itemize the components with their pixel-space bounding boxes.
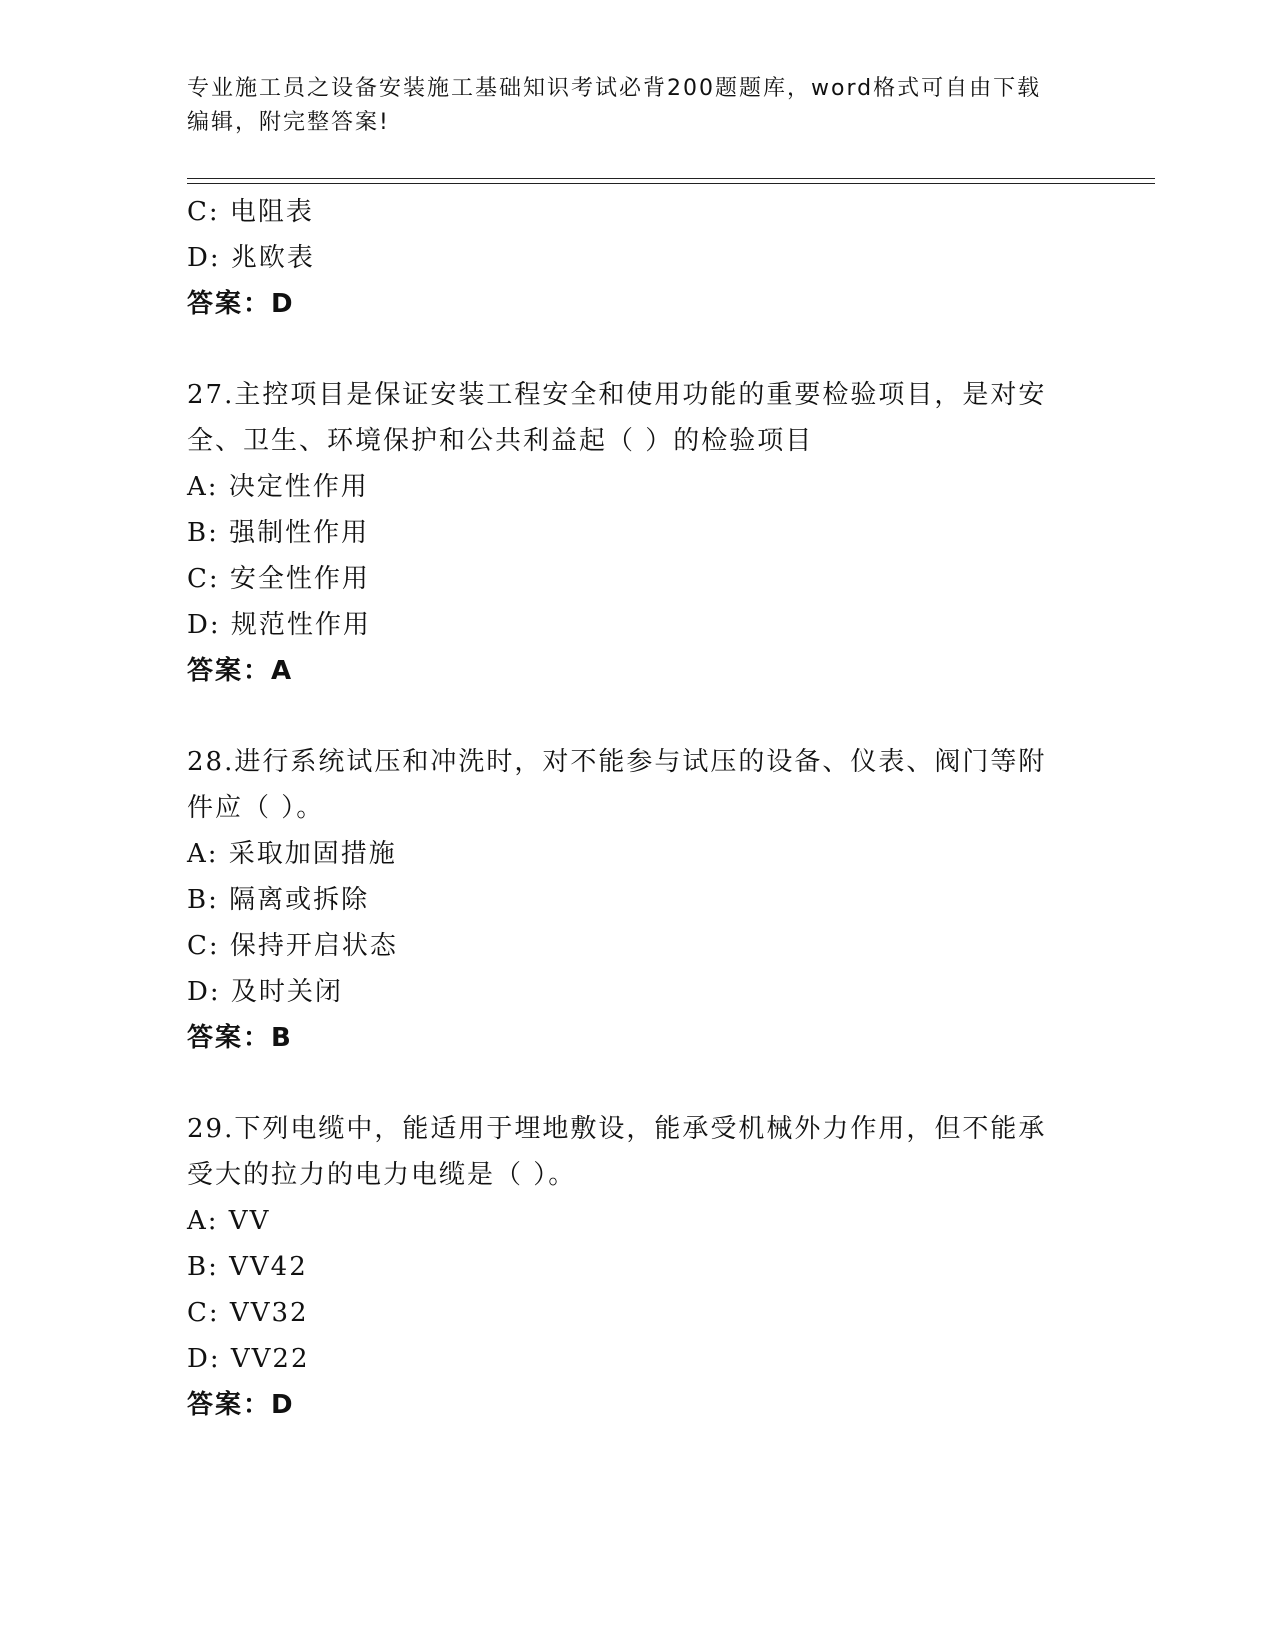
option-b: B: 隔离或拆除	[187, 885, 370, 915]
document-header	[187, 72, 1087, 140]
option-d: D: VV22	[187, 1344, 310, 1374]
answer-line: 答案：A	[187, 656, 294, 686]
answer-line: 答案：D	[187, 1390, 295, 1420]
header-line-2: 编辑，附完整答案!	[187, 110, 390, 135]
header-line-1: 专业施工员之设备安装施工基础知识考试必背200题题库，word格式可自由下载	[187, 76, 1042, 101]
option-d: D: 及时关闭	[187, 977, 343, 1007]
header-rule-top	[187, 178, 1155, 179]
option-a: A: VV	[187, 1206, 271, 1236]
answer-line: 答案：B	[187, 1023, 293, 1053]
question-27	[187, 372, 1087, 694]
option-a: A: 决定性作用	[187, 472, 369, 502]
spacer	[187, 327, 1087, 372]
option-b: B: VV42	[187, 1252, 308, 1282]
option-c: C: VV32	[187, 1298, 309, 1328]
option-b: B: 强制性作用	[187, 518, 370, 548]
question-text-line-2: 件应（ ）。	[187, 793, 325, 823]
document-body	[187, 189, 1087, 1428]
question-29	[187, 1106, 1087, 1428]
question-text-line-2: 受大的拉力的电力电缆是（ ）。	[187, 1160, 577, 1190]
question-text-line-2: 全、卫生、环境保护和公共利益起（ ）的检验项目	[187, 426, 814, 456]
answer-line: 答案：D	[187, 289, 295, 319]
option-d: D: 兆欧表	[187, 243, 315, 273]
question-text-line-1: 28.进行系统试压和冲洗时，对不能参与试压的设备、仪表、阀门等附	[187, 747, 1047, 777]
option-d: D: 规范性作用	[187, 610, 371, 640]
spacer	[187, 1061, 1087, 1106]
header-rule-bottom	[187, 183, 1155, 184]
option-a: A: 采取加固措施	[187, 839, 397, 869]
question-28	[187, 739, 1087, 1061]
option-c: C: 电阻表	[187, 197, 314, 227]
option-c: C: 安全性作用	[187, 564, 370, 594]
option-c: C: 保持开启状态	[187, 931, 398, 961]
question-text-line-1: 27.主控项目是保证安装工程安全和使用功能的重要检验项目，是对安	[187, 380, 1047, 410]
question-text-line-1: 29.下列电缆中，能适用于埋地敷设，能承受机械外力作用，但不能承	[187, 1114, 1047, 1144]
prev-question-block	[187, 189, 1087, 327]
spacer	[187, 694, 1087, 739]
